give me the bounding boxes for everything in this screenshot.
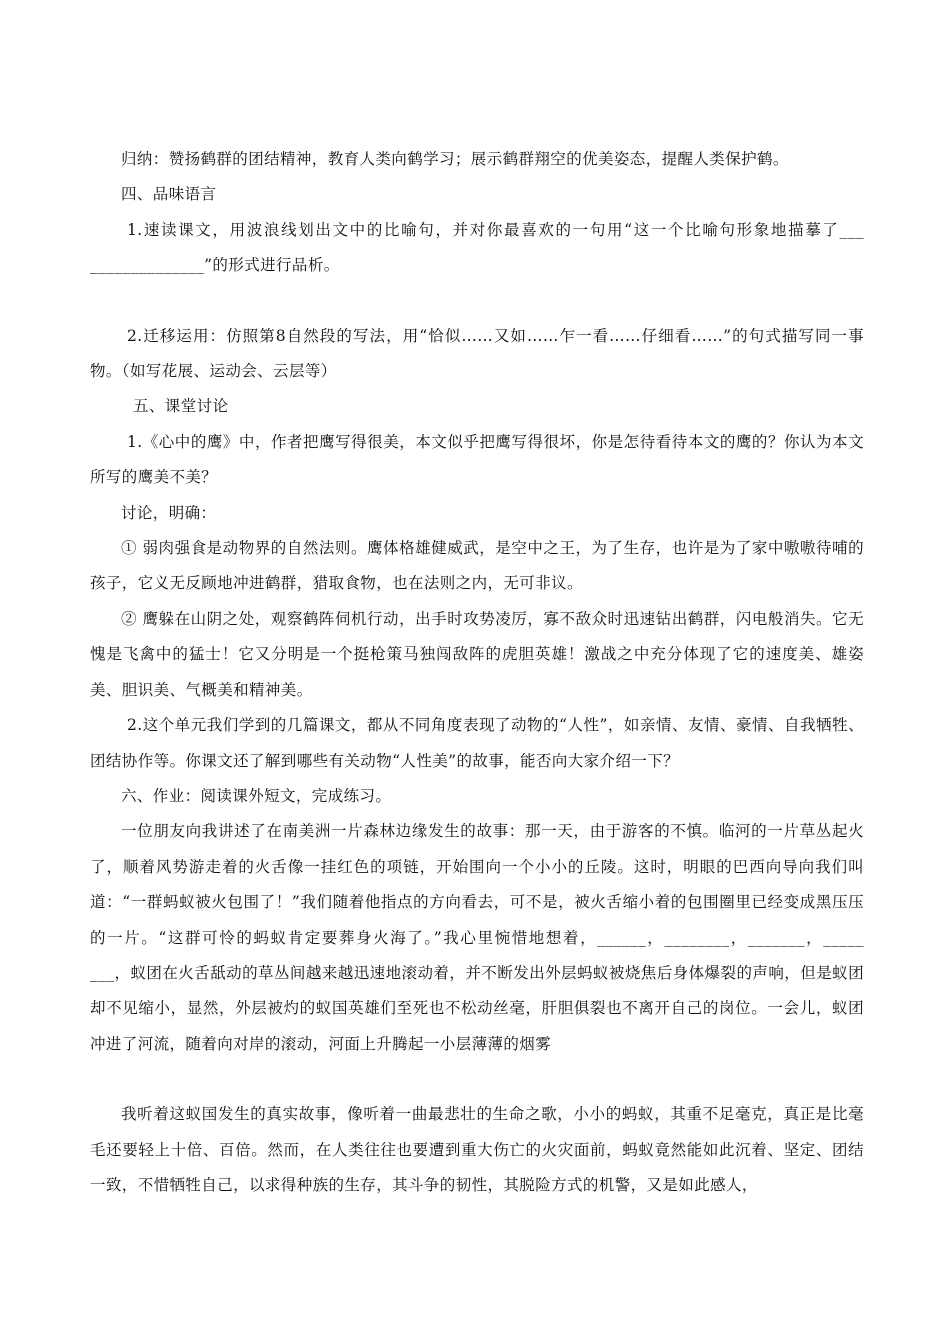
- text-block-q4_2: 2.迁移运用：仿照第8自然段的写法，用“恰似……又如……乍一看……仔细看……”的句式描写同一事物。（如写花展、运动会、云层等）: [90, 326, 864, 381]
- text-block-discuss: 讨论，明确：: [121, 503, 217, 522]
- text-block-story2: 我听着这蚁国发生的真实故事，像听着一曲最悲壮的生命之歌，小小的蚂蚁，其重不足毫克，真正是比毫毛还要轻上十倍、百倍。然而，在人类往往也要遭到重大伤亡的火灾面前，蚂蚁竟然能如此沉着、坚定、团结一致，不惜牺牲自己，以求得种族的生存，其斗争的韧性，其脱险方式的机警，又是如此感人，: [90, 1105, 864, 1194]
- text-block-ans1: ① 弱肉强食是动物界的自然法则。鹰体格雄健威武，是空中之王，为了生存，也许是为了家中嗷嗷待哺的孩子，它义无反顾地冲进鹤群，猎取食物，也在法则之内，无可非议。: [90, 539, 864, 593]
- text-block-sec5: 五、课堂讨论: [133, 397, 229, 416]
- spacer: [90, 299, 864, 303]
- text-block-q5_1: 1.《心中的鹰》中，作者把鹰写得很美，本文似乎把鹰写得很坏，你是怎待看待本文的鹰的？你认为本文所写的鹰美不美？: [90, 432, 864, 487]
- text-block-sec4: 四、品味语言: [121, 185, 217, 204]
- spacer: [90, 1078, 864, 1082]
- text-block-ans2: ② 鹰躲在山阴之处，观察鹤阵伺机行动，出手时攻势凌厉，寡不敌众时迅速钻出鹤群，闪电般消失。它无愧是飞禽中的猛士！它又分明是一个挺枪策马独闯敌阵的虎胆英雄！激战之中充分体现了它的速度美、雄姿美、胆识美、气概美和精神美。: [90, 609, 864, 699]
- text-block-q4_1: 1.速读课文，用波浪线划出文中的比喻句，并对你最喜欢的一句用“这一个比喻句形象地描摹了___ ______________”的形式进行品析。: [90, 220, 864, 275]
- text-block-story1: 一位朋友向我讲述了在南美洲一片森林边缘发生的故事：那一天，由于游客的不慎。临河的一片草丛起火了，顺着风势游走着的火舌像一挂红色的项链，开始围向一个小小的丘陵。这时，明眼的巴西向导向我们叫道：“一群蚂蚁被火包围了！”我们随着他指点的方向看去，可不是，被火舌缩小着的包围圈里已经变成黑压压的一片。“这群可怜的蚂蚁肯定要葬身火海了。”我心里惋惜地想着，______，________，_______，_____ ___，蚁团在火舌舐动的草丛间越来越迅速地滚动着，并不断发出外层蚂蚁被烧焦后身体爆裂的声响，但是蚁团却不见缩小，显然，外层被灼的蚁国英雄们至死也不松动丝毫，肝胆俱裂也不离开自己的岗位。一会儿，蚁团冲进了河流，随着向对岸的滚动，河面上升腾起一小层薄薄的烟雾: [90, 822, 864, 1053]
- text-block-sec6: 六、作业：阅读课外短文，完成练习。: [121, 786, 392, 805]
- text-block-summary: 归纳：赞扬鹤群的团结精神，教育人类向鹤学习；展示鹤群翔空的优美姿态，提醒人类保护鹤。: [121, 150, 789, 168]
- text-block-q5_2: 2.这个单元我们学到的几篇课文，都从不同角度表现了动物的“人性”，如亲情、友情、豪情、自我牺牲、团结协作等。你课文还了解到哪些有关动物“人性美”的故事，能否向大家介绍一下？: [90, 716, 864, 770]
